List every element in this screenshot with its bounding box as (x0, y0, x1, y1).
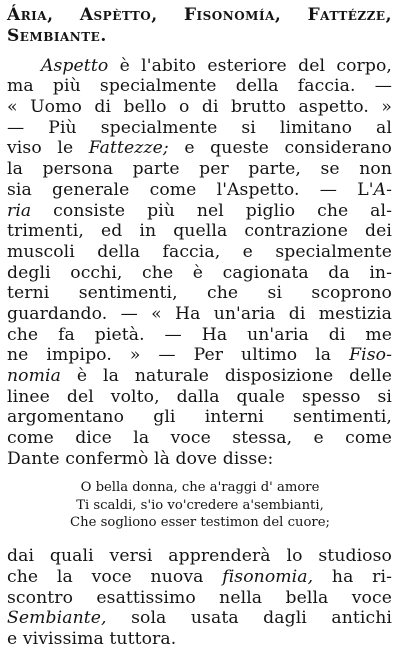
body-line: la persona parte per parte, se non (7, 159, 392, 180)
closing-line: dai quali versi apprenderà lo studioso (7, 546, 392, 567)
body-line: viso le Fattezze; e queste considerano (7, 138, 393, 159)
term-fisonomia-part2: nomia (7, 365, 61, 386)
body-line: muscoli della faccia, e specialmente (7, 241, 392, 262)
body-line: come dice la voce stessa, e come (7, 427, 392, 448)
verse-line-2: Ti scaldi, s'io vo'credere a'sembianti, (76, 497, 324, 513)
verse-line-3: Che sogliono esser testimon del cuore; (70, 515, 330, 531)
term-aria-part1: A- (373, 179, 392, 200)
body-line: ma più specialmente della faccia. — (7, 76, 392, 97)
term-fisonomia-new: fisonomia, (222, 567, 314, 587)
body-line: guardando. — « Ha un'aria di mestizia (7, 303, 392, 324)
body-line: linee del volto, dalla quale spesso si (7, 386, 392, 407)
body-line: terni sentimenti, che si scoprono (7, 283, 392, 304)
body-line: degli occhi, che è cagionata da in- (7, 262, 392, 283)
body-line: ne impipo. » — Per ultimo la Fiso- (7, 345, 392, 366)
closing-line: scontro esattissimo nella bella voce (7, 587, 392, 608)
term-aria-part2: ria (7, 200, 32, 221)
body-line: ria consiste più nel piglio che al- (7, 200, 392, 221)
closing-line: che la voce nuova fisonomia, ha ri- (7, 567, 392, 587)
term-aspetto: Aspetto (41, 55, 109, 76)
entry-heading-line-1: Ária, Aspètto, Fisonomía, Fattézze, (7, 5, 392, 25)
body-line: che fa pietà. — Ha un'aria di me (7, 324, 392, 345)
verse-line-1: O bella donna, che a'raggi d' amore (80, 479, 320, 495)
body-line: argomentano gli interni sentimenti, (7, 407, 392, 428)
closing-line: e vivissima tuttora. (7, 629, 177, 649)
term-sembiante: Sembiante, (7, 608, 107, 629)
term-fattezze: Fattezze; (88, 138, 169, 159)
body-line: Aspetto è l'abito esteriore del corpo, (41, 55, 392, 76)
body-line: — Più specialmente si limitano al (7, 117, 392, 138)
body-line: Dante confermò là dove disse: (7, 448, 274, 469)
body-line: nomia è la naturale disposizione delle (7, 365, 392, 386)
body-line: « Uomo di bello o di brutto aspetto. » (7, 97, 392, 118)
entry-heading-line-2: Sembiante. (7, 25, 107, 46)
body-line: trimenti, ed in quella contrazione dei (7, 221, 392, 242)
term-fisonomia-part1: Fiso- (349, 345, 392, 366)
body-line: sia generale come l'Aspetto. — L'A- (7, 179, 392, 200)
closing-line: Sembiante, sola usata dagli antichi (7, 608, 392, 629)
